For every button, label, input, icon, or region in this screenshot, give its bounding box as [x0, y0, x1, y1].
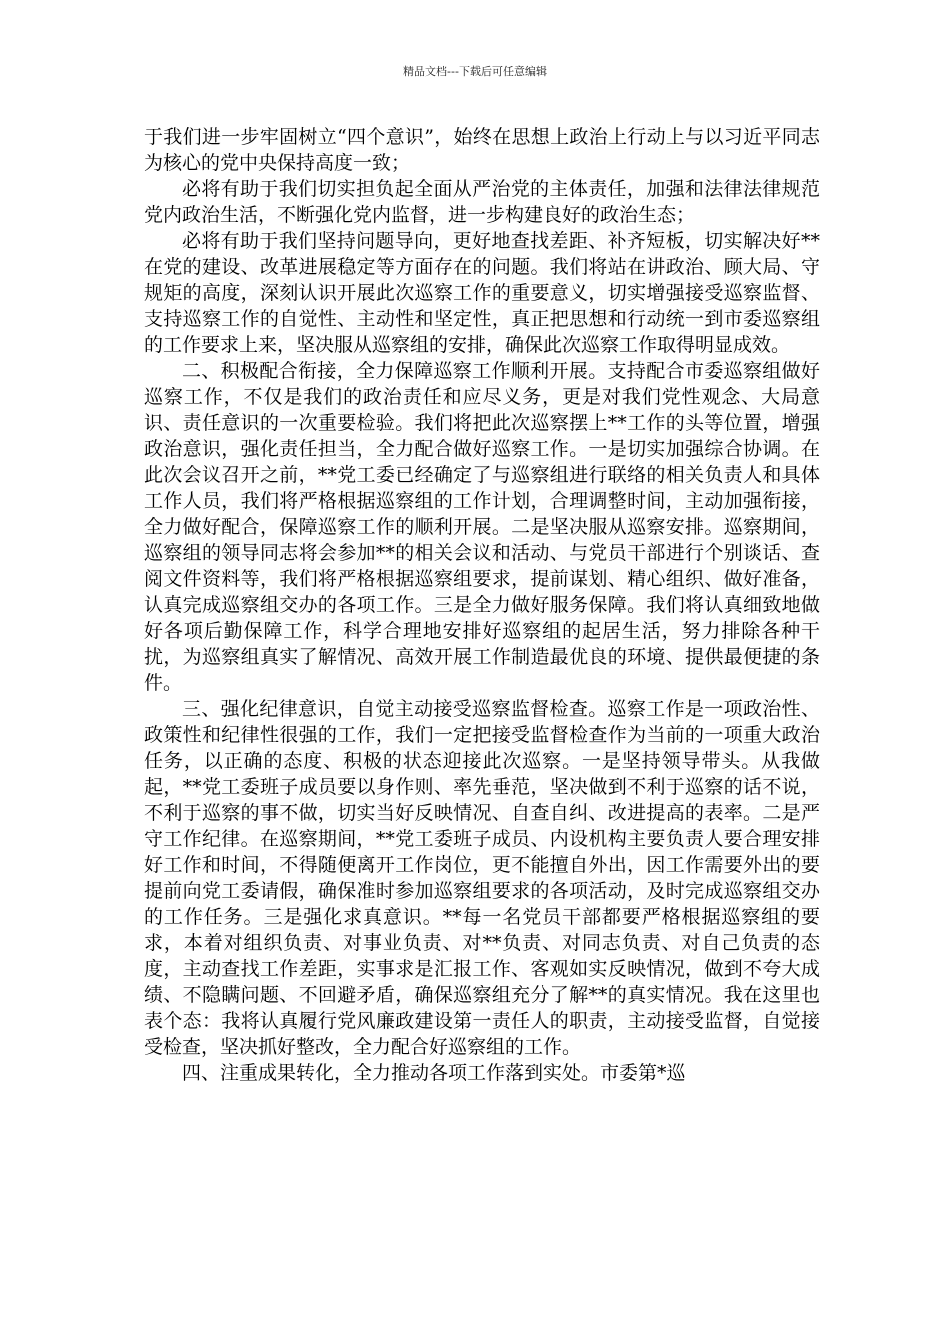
page-header: 精品文档---下载后可任意编辑 — [403, 65, 547, 78]
paragraph: 二、积极配合衔接，全力保障巡察工作顺利开展。支持配合市委巡察组做好巡察工作，不仅是我们的政治责任和应尽义务，更是对我们党性观念、大局意识、责任意识的一次重要检验。我们将把此次巡察摆上**工作的头等位置，增强政治意识，强化责任担当，全力配合做好巡察工作。一是切实加强综合协调。在此次会议召开之前，**党工委已经确定了与巡察组进行联络的相关负责人和具体工作人员，我们将严格根据巡察组的工作计划，合理调整时间，主动加强衔接，全力做好配合，保障巡察工作的顺利开展。二是坚决服从巡察安排。巡察期间，巡察组的领导同志将会参加**的相关会议和活动、与党员干部进行个别谈话、查阅文件资料等，我们将严格根据巡察组要求，提前谋划、精心组织、做好准备，认真完成巡察组交办的各项工作。三是全力做好服务保障。我们将认真细致地做好各项后勤保障工作，科学合理地安排好巡察组的起居生活，努力排除各种干扰，为巡察组真实了解情况、高效开展工作制造最优良的环境、提供最便捷的条件。 — [144, 360, 820, 694]
paragraph: 必将有助于我们坚持问题导向，更好地查找差距、补齐短板，切实解决好**在党的建设、改革进展稳定等方面存在的问题。我们将站在讲政治、顾大局、守规矩的高度，深刻认识开展此次巡察工作的重要意义，切实增强接受巡察监督、支持巡察工作的自觉性、主动性和坚定性，真正把思想和行动统一到市委巡察组的工作要求上来，坚决服从巡察组的安排，确保此次巡察工作取得明显成效。 — [144, 230, 820, 356]
paragraph: 四、注重成果转化，全力推动各项工作落到实处。市委第*巡 — [182, 1062, 686, 1084]
paragraph: 于我们进一步牢固树立“四个意识”，始终在思想上政治上行动上与以习近平同志为核心的党中央保持高度一致； — [144, 126, 820, 174]
paragraph: 三、强化纪律意识，自觉主动接受巡察监督检查。巡察工作是一项政治性、政策性和纪律性很强的工作，我们一定把接受监督检查作为当前的一项重大政治任务，以正确的态度、积极的状态迎接此次巡察。一是坚持领导带头。从我做起，**党工委班子成员要以身作则、率先垂范，坚决做到不利于巡察的话不说，不利于巡察的事不做，切实当好反映情况、自查自纠、改进提高的表率。二是严守工作纪律。在巡察期间，**党工委班子成员、内设机构主要负责人要合理安排好工作和时间，不得随便离开工作岗位，更不能擅自外出，因工作需要外出的要提前向党工委请假，确保准时参加巡察组要求的各项活动，及时完成巡察组交办的工作任务。三是强化求真意识。**每一名党员干部都要严格根据巡察组的要求，本着对组织负责、对事业负责、对**负责、对同志负责、对自己负责的态度，主动查找工作差距，实事求是汇报工作、客观如实反映情况，做到不夸大成绩、不隐瞒问题、不回避矛盾，确保巡察组充分了解**的真实情况。我在这里也表个态：我将认真履行党风廉政建设第一责任人的职责，主动接受监督，自觉接受检查，坚决抓好整改，全力配合好巡察组的工作。 — [144, 698, 820, 1058]
document-body — [144, 124, 820, 1086]
paragraph: 必将有助于我们切实担负起全面从严治党的主体责任，加强和法律法律规范党内政治生活，不断强化党内监督，进一步构建良好的政治生态； — [144, 178, 820, 226]
